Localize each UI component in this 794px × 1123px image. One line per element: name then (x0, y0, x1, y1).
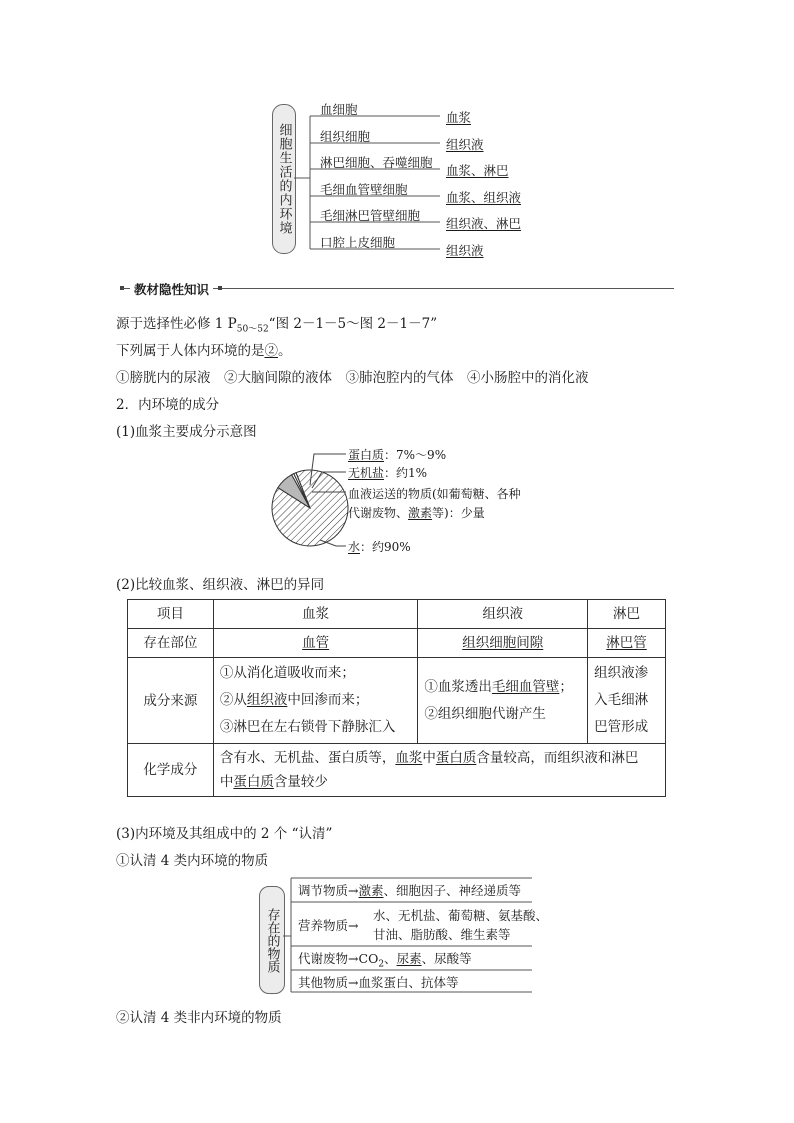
table-cell: 淋巴管 (588, 629, 666, 658)
arrow-icon: → (348, 883, 359, 898)
diagram-title: 细胞生活的内环境 (276, 123, 292, 235)
env-row-6: 组织液 (446, 243, 484, 258)
cell-row-3: 淋巴细胞、吞噬细胞 (320, 155, 433, 170)
diagram2-title: 存在的物质 (264, 907, 280, 973)
arrow-icon: → (348, 918, 359, 933)
source-subscript: 50～52 (236, 324, 269, 335)
source-line (116, 312, 437, 335)
pie-label-water: 水：约90% (348, 540, 411, 554)
comparison-table (127, 599, 666, 797)
section-bullet-right (218, 286, 222, 290)
source-text: 源于选择性必修 1 P (116, 316, 237, 332)
substance-row-4: 其他物质→血浆蛋白、抗体等 (298, 975, 459, 990)
row-label: 存在部位 (128, 629, 214, 658)
table-cell: 组织细胞间隙 (418, 629, 588, 658)
table-cell: 组织液渗 入毛细淋 巴管形成 (588, 658, 666, 744)
question-answer: ② (264, 343, 278, 359)
cell-row-4: 毛细血管壁细胞 (320, 182, 408, 197)
table-cell: ①从消化道吸收而来； ②从组织液中回渗而来； ③淋巴在左右锁骨下静脉汇入 (213, 658, 418, 744)
pie-label-transport-2: 代谢废物、激素等)：少量 (348, 506, 485, 520)
table-cell: 血管 (213, 629, 418, 658)
options-line: ①膀胱内的尿液 ②大脑间隙的液体 ③肺泡腔内的气体 ④小肠腔中的消化液 (116, 370, 589, 386)
table-row (128, 658, 666, 744)
table-header: 淋巴 (588, 600, 666, 629)
heading-2-3: (3)内环境及其组成中的 2 个 “认清” (116, 826, 333, 842)
env-row-4: 血浆、组织液 (446, 190, 522, 205)
env-row-3: 血浆、淋巴 (446, 163, 509, 178)
cell-row-1: 血细胞 (320, 102, 358, 117)
question-text: 下列属于人体内环境的是 (116, 343, 265, 359)
table-cell: ①血浆透出毛细血管壁； ②组织细胞代谢产生 (418, 658, 588, 744)
table-header: 血浆 (213, 600, 418, 629)
cell-row-6: 口腔上皮细胞 (320, 235, 396, 250)
arrow-icon: → (348, 975, 359, 990)
table-row (128, 744, 666, 797)
pie-label-protein: 蛋白质：7%～9% (348, 448, 447, 462)
row-label: 化学成分 (128, 744, 214, 797)
question-line (116, 339, 292, 359)
table-header: 组织液 (418, 600, 588, 629)
substance-row-2-line1: 水、无机盐、葡萄糖、氨基酸、 (373, 908, 549, 923)
sub-heading-2: ②认清 4 类非内环境的物质 (116, 1010, 282, 1026)
substance-row-2-line2: 甘油、脂肪酸、维生素等 (373, 927, 511, 942)
env-row-2: 组织液 (446, 137, 484, 152)
cell-row-2: 组织细胞 (320, 129, 371, 144)
pie-label-salt: 无机盐：约1% (348, 466, 428, 480)
heading-2-1: (1)血浆主要成分示意图 (116, 424, 257, 440)
source-figure-ref: “图 2－1－5～图 2－1－7” (268, 316, 438, 332)
sub-heading-1: ①认清 4 类内环境的物质 (116, 853, 269, 869)
table-header: 项目 (128, 600, 214, 629)
substance-row-3: 代谢废物$\to CO_2$、尿素、尿酸等 (298, 951, 472, 970)
env-row-5: 组织液、淋巴 (446, 216, 522, 231)
substance-row-2: 营养物质→ (298, 918, 359, 933)
section-title: 教材隐性知识 (130, 280, 213, 298)
arrow-icon: → (348, 951, 359, 966)
env-row-1: 血浆 (446, 110, 472, 125)
cell-row-5: 毛细淋巴管壁细胞 (320, 208, 421, 223)
table-cell: 含有水、无机盐、蛋白质等，血浆中蛋白质含量较高，而组织液和淋巴 中蛋白质含量较少 (213, 744, 665, 797)
question-end: 。 (278, 343, 292, 359)
heading-2: 2．内环境的成分 (116, 397, 220, 413)
heading-2-2: (2)比较血浆、组织液、淋巴的异同 (116, 577, 325, 593)
pie-label-transport-1: 血液运送的物质(如葡萄糖、各种 (348, 487, 521, 501)
substance-row-1: 调节物质→激素、细胞因子、神经递质等 (298, 883, 522, 898)
row-label: 成分来源 (128, 658, 214, 744)
table-header-row (128, 600, 666, 629)
table-row (128, 629, 666, 658)
diagram-connectors (0, 0, 794, 270)
